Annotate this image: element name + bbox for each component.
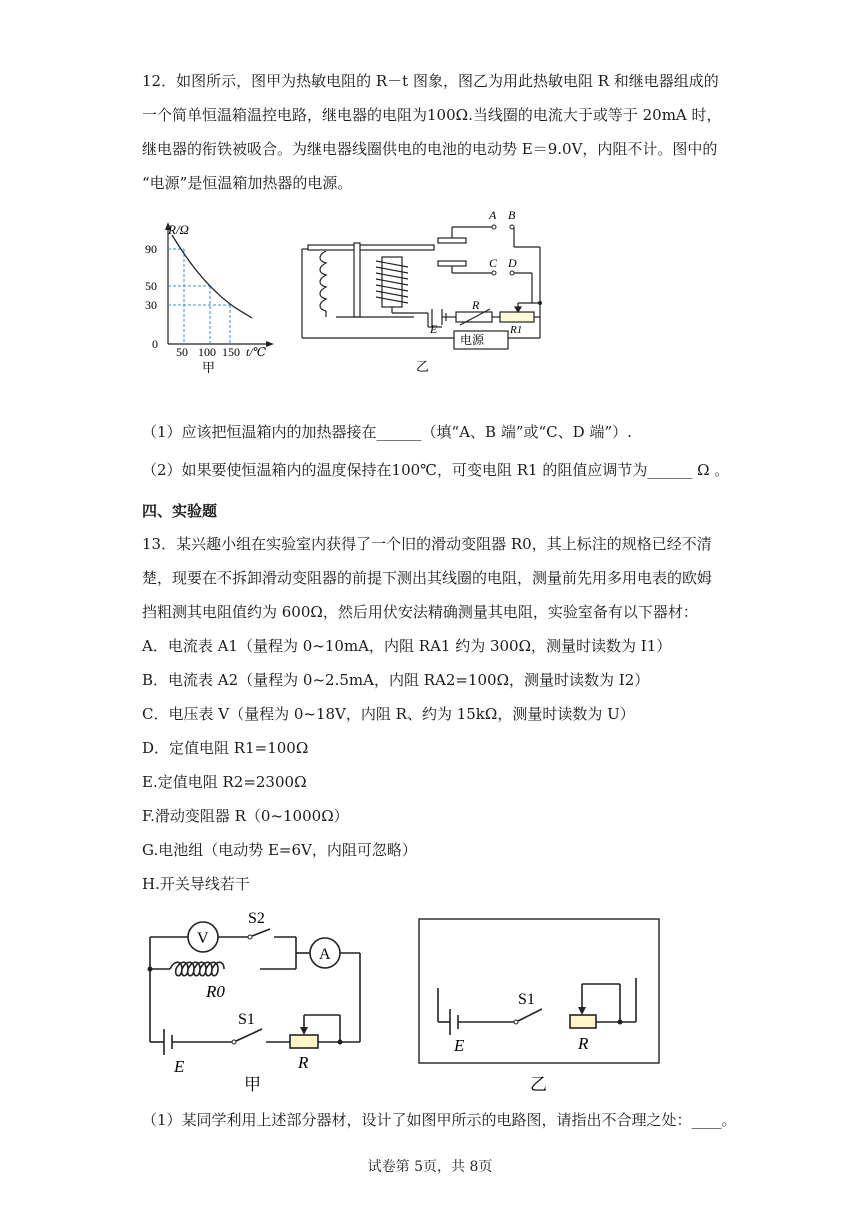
terminal-b: B <box>508 208 516 222</box>
voltmeter-label: V <box>197 930 209 947</box>
battery-e-label: E <box>174 1057 185 1076</box>
battery-e-label: E <box>430 322 438 336</box>
y-tick-90: 90 <box>145 242 157 256</box>
q12-sub-1: （1）应该把恒温箱内的加热器接在______（填“A、B 端”或“C、D 端”）. <box>142 423 632 441</box>
equipment-item-f: F.滑动变阻器 R（0~1000Ω） <box>142 807 349 825</box>
equipment-item-a: A．电流表 A1（量程为 0~10mA，内阻 RA1 约为 300Ω，测量时读数为 I1） <box>142 637 672 655</box>
x-tick-150: 150 <box>222 345 240 359</box>
y-tick-50: 50 <box>145 279 157 293</box>
rheostat-r1-label: R1 <box>510 324 523 336</box>
switch-s1-label: S1 <box>238 1011 255 1028</box>
equipment-item-g: G.电池组（电动势 E=6V，内阻可忽略） <box>142 841 417 859</box>
q13-sub-1: （1）某同学利用上述部分器材，设计了如图甲所示的电路图，请指出不合理之处：____。 <box>142 1111 737 1129</box>
page-footer: 试卷第 5页，共 8页 <box>367 1159 493 1175</box>
graph-caption: 甲 <box>202 360 216 375</box>
x-tick-50: 50 <box>176 345 188 359</box>
q13-line-2: 楚，现要在不拆卸滑动变阻器的前提下测出其线圈的电阻，测量前先用多用电表的欧姆 <box>142 569 713 587</box>
equipment-item-h: H.开关导线若干 <box>142 875 250 893</box>
equipment-item-b: B．电流表 A2（量程为 0~2.5mA，内阻 RA2=100Ω，测量时读数为 I2） <box>142 671 650 689</box>
blank-circuit-caption: 乙 <box>530 1075 547 1094</box>
terminal-d: D <box>508 256 517 270</box>
q13-circuit-left <box>140 905 380 1095</box>
rt-graph <box>138 218 278 378</box>
q13-line-3: 挡粗测其电阻值约为 600Ω，然后用伏安法精确测量其电阻，实验室备有以下器材： <box>142 603 698 621</box>
battery-e-label: E <box>454 1036 465 1055</box>
terminal-c: C <box>489 256 498 270</box>
equipment-item-e: E.定值电阻 R2=2300Ω <box>142 773 307 791</box>
coil-r0-label: R0 <box>206 982 225 1001</box>
thermistor-label: R <box>472 298 480 312</box>
q12-line-1: 12．如图所示，图甲为热敏电阻的 R－t 图象，图乙为用此热敏电阻 R 和继电器组成的 <box>142 72 719 90</box>
x-tick-100: 100 <box>198 345 216 359</box>
q12-line-4: “电源”是恒温箱加热器的电源。 <box>142 174 353 192</box>
y-axis-label: R/Ω <box>168 222 189 237</box>
terminal-a: A <box>489 208 497 222</box>
rheostat-r-label: R <box>578 1034 589 1053</box>
x-axis-label: t/℃ <box>246 345 267 359</box>
circuit-caption: 甲 <box>244 1075 261 1094</box>
rheostat-r-label: R <box>298 1053 309 1072</box>
relay-circuit <box>296 205 556 380</box>
circuit-caption: 乙 <box>416 359 430 374</box>
section-title: 四、实验题 <box>142 502 218 520</box>
q12-line-3: 继电器的衔铁被吸合。为继电器线圈供电的电池的电动势 E＝9.0V，内阻不计。图中的 <box>142 140 718 158</box>
power-source-label: 电源 <box>460 333 485 347</box>
q13-circuit-right <box>418 918 662 1098</box>
origin-label: 0 <box>152 337 158 351</box>
q13-line-1: 13．某兴趣小组在实验室内获得了一个旧的滑动变阻器 R0，其上标注的规格已经不清 <box>142 535 712 553</box>
y-tick-30: 30 <box>145 298 157 312</box>
ammeter-label: A <box>319 946 331 963</box>
switch-s1-label: S1 <box>518 991 535 1008</box>
switch-s2-label: S2 <box>248 910 265 927</box>
equipment-item-d: D．定值电阻 R1=100Ω <box>142 739 309 757</box>
q12-sub-2: （2）如果要使恒温箱内的温度保持在100℃，可变电阻 R1 的阻值应调节为______ Ω 。 <box>142 461 730 479</box>
equipment-item-c: C．电压表 V（量程为 0~18V，内阻 R、约为 15kΩ，测量时读数为 U） <box>142 705 635 723</box>
q12-line-2: 一个简单恒温箱温控电路，继电器的电阻为100Ω.当线圈的电流大于或等于 20mA 时， <box>142 106 722 124</box>
